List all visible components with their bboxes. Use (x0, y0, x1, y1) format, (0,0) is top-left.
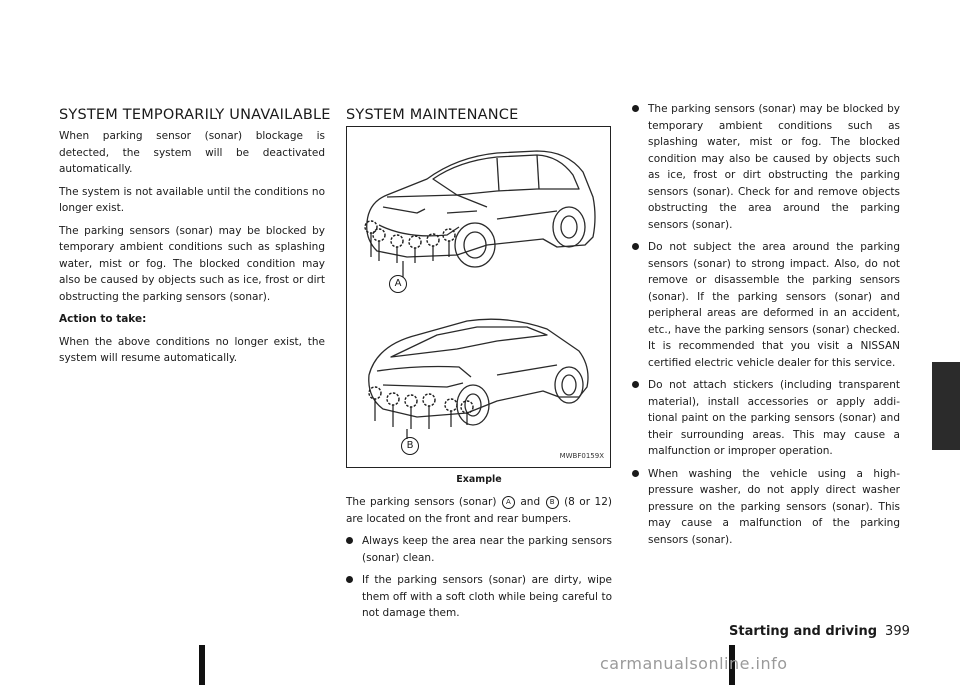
list-item (632, 466, 900, 549)
list-item-text: The parking sensors (sonar) may be blocked by temporary ambient conditions such as splashing water, mist or fog. The blocked condition may also be caused by objects such as ice, frost or dirt obstructing the parking sensors (sonar). Check for and remove objects obstructing the area around the parking sensors (sonar). (648, 103, 900, 231)
action-label: Action to take: (59, 313, 147, 325)
chapter-tab (932, 362, 960, 450)
list-item-text: If the parking sensors (sonar) are dirty, wipe them off with a soft cloth while being careful to not damage them. (362, 574, 612, 619)
bullet-icon (346, 576, 353, 583)
heading-system-maintenance: SYSTEM MAINTENANCE (346, 107, 519, 123)
page-number: 399 (885, 624, 910, 639)
bullet-icon (346, 537, 353, 544)
list-item-text: Do not subject the area around the parking sensors (sonar) to strong impact. Also, do not remove or disassemble the parking sensors (sonar). If the parking sensors (sonar) and peripheral areas are deformed in an accident, etc., have the parking sensors (sonar) checked. It is recommended that you visit a NISSAN certified electric vehicle dealer for this service. (648, 241, 900, 369)
crop-mark-left (199, 645, 205, 685)
paragraph: The parking sensors (sonar) may be blocked by temporary ambient conditions such as splashing water, mist or fog. The blocked condition may also be caused by objects such as ice, frost or dirt obstructing the parking sensors (sonar). (59, 224, 325, 303)
intro-rest: (8 or 12) are located on the front and rear bumpers. (346, 496, 612, 525)
intro-text: The parking sensors (sonar) (346, 496, 497, 508)
list-item (632, 377, 900, 460)
marker-a (389, 275, 407, 293)
car-rear-illustration (347, 305, 610, 475)
intro-and: and (520, 496, 541, 508)
paragraph: When the above conditions no longer exist, the system will resume automatically. (59, 335, 325, 364)
list-item (346, 572, 612, 622)
marker-b-label: B (406, 440, 414, 451)
marker-b (401, 437, 419, 455)
heading-system-unavailable: SYSTEM TEMPORARILY UNAVAILABLE (59, 107, 331, 123)
figure-caption: Example (456, 474, 502, 485)
sensor-location-figure (346, 126, 611, 468)
list-item (632, 239, 900, 371)
paragraph: When parking sensor (sonar) blockage is detected, the system will be deactivated automatically. (59, 130, 325, 175)
list-item-text: Do not attach stickers (including transparent material), install accessories or apply addi- tional paint on the parking sensors (sonar) and their surrounding areas. This may cause a malfunction or improper operation. (648, 379, 900, 457)
bullet-icon (632, 105, 639, 112)
label-b-icon: B (546, 496, 559, 509)
car-front-illustration (347, 127, 610, 297)
page-footer (729, 624, 910, 639)
list-item (346, 533, 612, 566)
label-a-icon: A (502, 496, 515, 509)
sensor-location-paragraph (346, 494, 612, 527)
unavailable-body (59, 128, 325, 373)
figure-code: MWBF0159X (559, 452, 604, 460)
watermark: carmanualsonline.info (600, 654, 788, 673)
section-title: Starting and driving (729, 624, 878, 639)
maintenance-body (346, 494, 612, 628)
bullet-icon (632, 381, 639, 388)
maintenance-list (346, 533, 612, 622)
marker-a-label: A (394, 278, 402, 289)
list-item-text: When washing the vehicle using a high- pressure washer, do not apply direct washer pressure on the parking sensors (sonar). This may cause a malfunction of the parking sensors (sonar). (648, 467, 900, 546)
maintenance-list-continued (632, 101, 900, 554)
paragraph: The system is not available until the conditions no longer exist. (59, 185, 325, 214)
bullet-icon (632, 470, 639, 477)
bullet-icon (632, 243, 639, 250)
list-item (632, 101, 900, 233)
list-item-text: Always keep the area near the parking sensors (sonar) clean. (362, 535, 612, 564)
